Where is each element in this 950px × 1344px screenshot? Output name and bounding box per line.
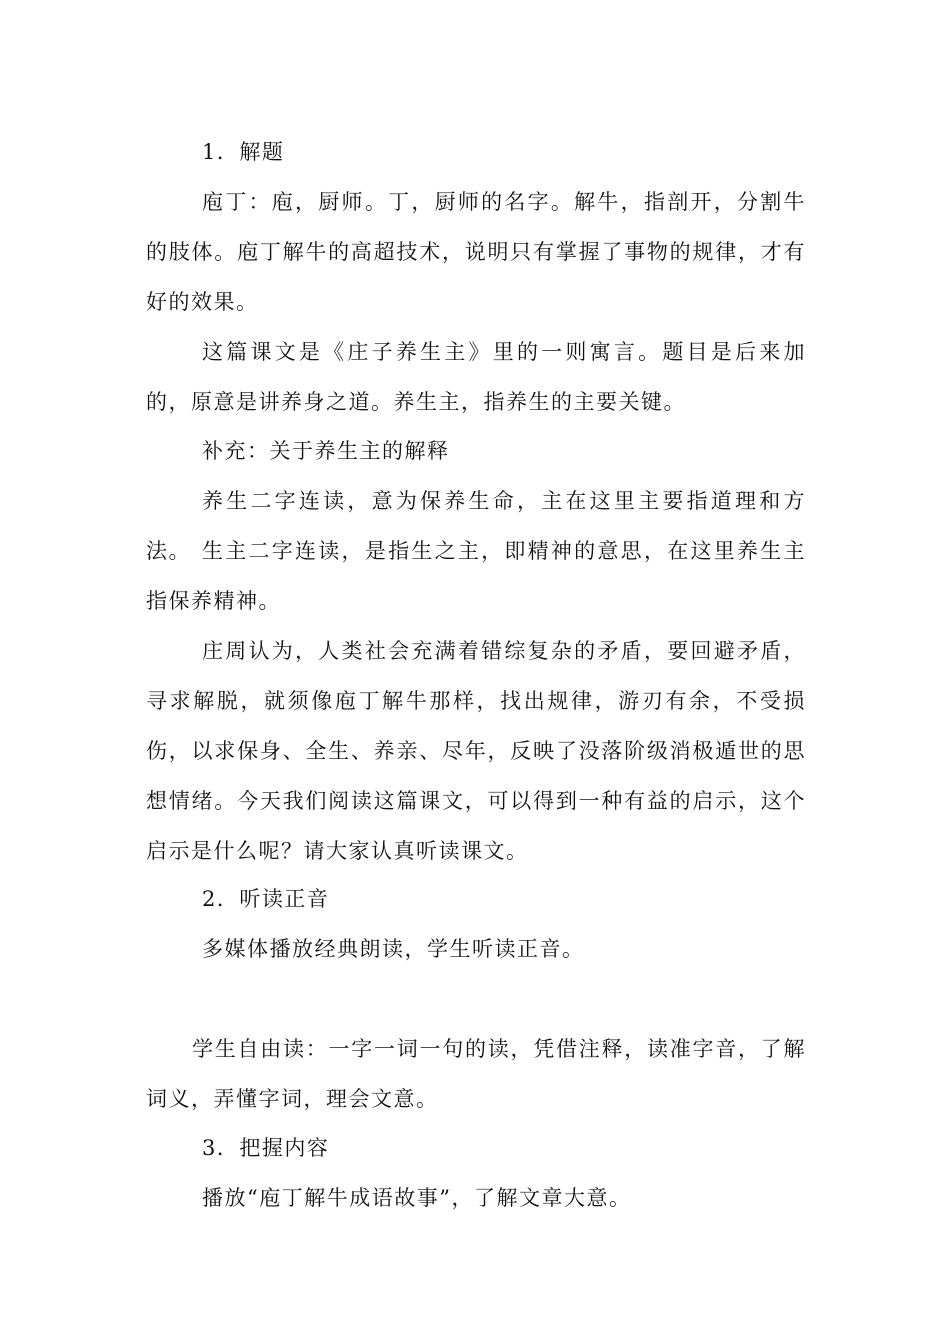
heading-jieti: 1．解题	[202, 140, 285, 164]
subheading-supplement: 补充：关于养生主的解释	[202, 439, 450, 463]
paragraph-zhuangzhou: 庄周认为，人类社会充满着错综复杂的矛盾，要回避矛盾，寻求解脱，就须像庖丁解牛那样，找出规律，游刃有余，不受损伤，以求保身、全生、养亲、尽年，反映了没落阶级消极遁世的思想情绪。今天我们阅读这篇课文，可以得到一种有益的启示，这个启示是什么呢？请大家认真听读课文。	[146, 639, 806, 863]
paragraph-yangsheng: 养生二字连读，意为保养生命，主在这里主要指道理和方法。	[146, 489, 806, 563]
paragraph-story: 播放“庖丁解牛成语故事”，了解文章大意。	[202, 1186, 632, 1210]
paragraph-paoding-definition: 庖丁：庖，厨师。丁，厨师的名字。解牛，指剖开，分割牛的肢体。庖丁解牛的高超技术，说明只有掌握了事物的规律，才有好的效果。	[146, 190, 806, 314]
paragraph-shengzhu: 生主二字连读，是指生之主，即精神的意思，在这里养生主指保养精神。	[146, 539, 806, 613]
paragraph-text-source: 这篇课文是《庄子养生主》里的一则寓言。题目是后来加的，原意是讲养身之道。养生主，指养生的主要关键。	[146, 340, 806, 414]
paragraph-free-reading: 学生自由读：一字一词一句的读，凭借注释，读准字音，了解词义，弄懂字词，理会文意。	[146, 1037, 806, 1111]
paragraph-multimedia: 多媒体播放经典朗读，学生听读正音。	[202, 937, 585, 961]
heading-tingdu: 2．听读正音	[202, 887, 330, 911]
heading-bawo: 3．把握内容	[202, 1136, 330, 1160]
